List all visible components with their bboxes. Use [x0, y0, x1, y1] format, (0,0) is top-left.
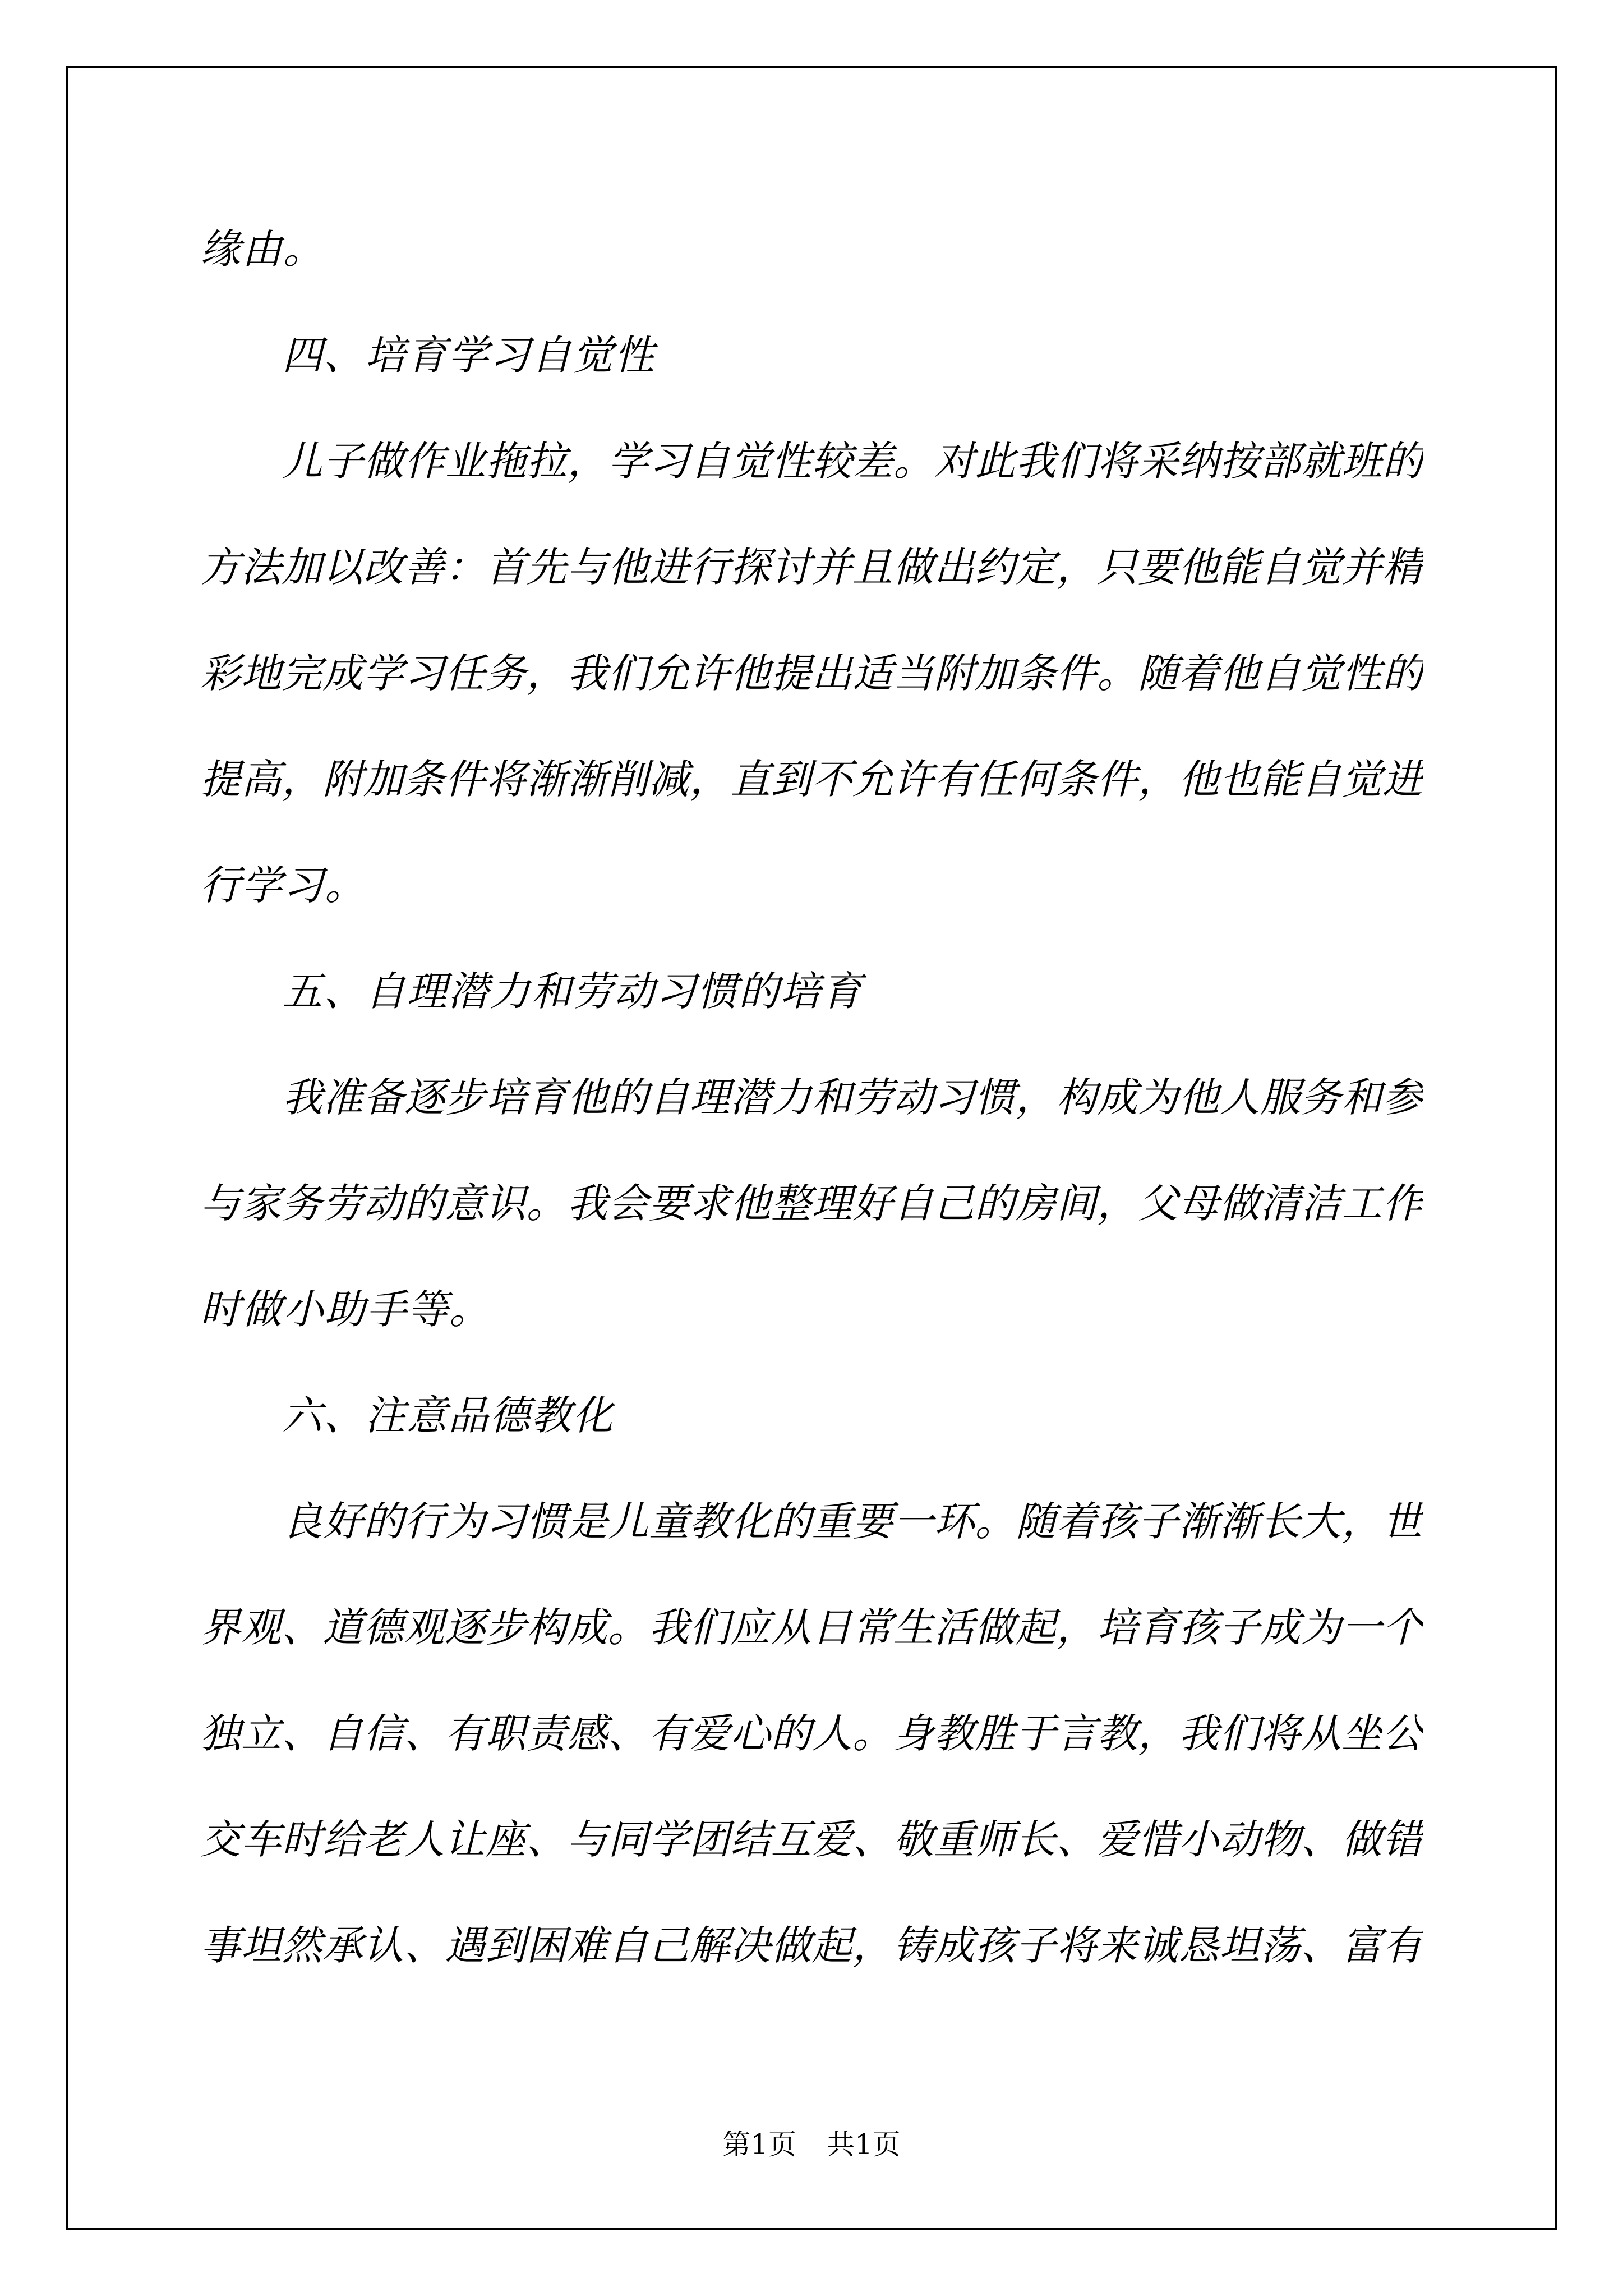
- text-line: 良好的行为习惯是儿童教化的重要一环。随着孩子渐渐长大，世: [282, 1498, 1423, 1545]
- text-line: 我准备逐步培育他的自理潜力和劳动习惯，构成为他人服务和参: [282, 1074, 1423, 1121]
- text-line: 时做小助手等。: [200, 1286, 491, 1333]
- text-line: 儿子做作业拖拉，学习自觉性较差。对此我们将采纳按部就班的: [282, 438, 1423, 485]
- text-line: 事坦然承认、遇到困难自己解决做起，铸成孩子将来诚恳坦荡、富有: [200, 1922, 1423, 1969]
- text-line: 行学习。: [200, 862, 367, 909]
- text-line: 彩地完成学习任务，我们允许他提出适当附加条件。随着他自觉性的: [200, 650, 1423, 697]
- footer-total-pages: 共1页: [827, 2128, 901, 2161]
- text-line: 提高，附加条件将渐渐削减，直到不允许有任何条件，他也能自觉进: [200, 756, 1423, 803]
- text-line: 交车时给老人让座、与同学团结互爱、敬重师长、爱惜小动物、做错: [200, 1816, 1423, 1863]
- text-line: 方法加以改善：首先与他进行探讨并且做出约定，只要他能自觉并精: [200, 544, 1423, 591]
- text-line: 独立、自信、有职责感、有爱心的人。身教胜于言教，我们将从坐公: [200, 1710, 1423, 1757]
- document-body: [200, 196, 1423, 1999]
- text-line: 六、注意品德教化: [282, 1392, 615, 1439]
- text-line: 与家务劳动的意识。我会要求他整理好自己的房间，父母做清洁工作: [200, 1180, 1423, 1227]
- page-footer: [0, 2115, 1623, 2174]
- text-line: 界观、道德观逐步构成。我们应从日常生活做起，培育孩子成为一个: [200, 1604, 1423, 1651]
- text-line: 四、培育学习自觉性: [282, 332, 656, 379]
- text-line: 缘由。: [200, 226, 325, 273]
- text-line: 五、自理潜力和劳动习惯的培育: [282, 968, 864, 1015]
- footer-page-number: 第1页: [722, 2128, 796, 2161]
